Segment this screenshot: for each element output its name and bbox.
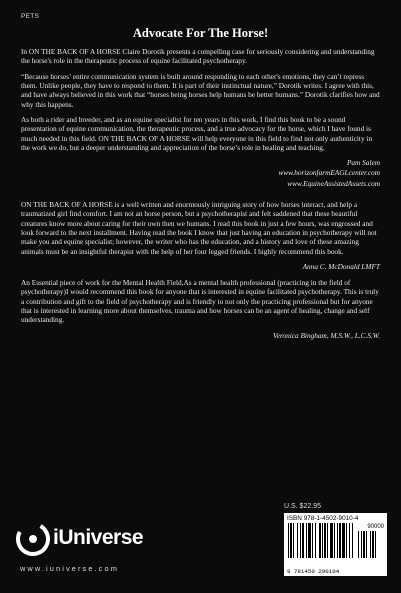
reviewer-name: Anna C. McDonald LMFT: [302, 261, 380, 271]
reviews-section: [21, 47, 380, 341]
price-label: U.S. $22.95: [284, 503, 321, 510]
reviewer-name: Pam Salem: [346, 158, 380, 168]
barcode-addon: 90000: [367, 524, 384, 530]
review-paragraph: ON THE BACK OF A HORSE is a well written and enormously intriguing story of how horses interact, and help a traumatized girl find comfort. I am not an horse person, but a psychotherapist and felt saddened that these beautiful creatures know more about caring for their own then we humans. I read this book in just a few hours, was engrossed and look forward to the next installment. Having read the book I know that just having an education in psychotherapy will not make you and equine specialist; however, the writer who has the education, and a history and love of these amazing animals must be an insightful therapist with the help of her four legged friends. I highly recommend this book.: [21, 199, 377, 256]
category-label: PETS: [21, 13, 40, 20]
headline: Advocate For The Horse!: [132, 26, 269, 40]
review-signature: [21, 262, 380, 272]
review-paragraph: “Because horses’ entire communication system is built around responding to each other's emotions, they can’t repress them. Unlike people, they have to respond to them. It is part of their instinctual nature,” Dorotik writes. I agree with this, and have always believed in this work that “horses being horses help humans be better humans.” Dorotik clarifies how and why this happens.: [21, 71, 380, 109]
iuniverse-swirl-icon: [16, 522, 50, 556]
barcode-bars: [286, 523, 385, 567]
review-paragraph: In ON THE BACK OF A HORSE Claire Dorotik presents a compelling case for seriously considering and understanding the horse's role in the therapeutic process of equine facilitated psychotherapy.: [21, 47, 375, 66]
reviewer-name: Veronica Bingham, M.S.W., L.C.S.W.: [272, 330, 380, 340]
review-signature: [21, 331, 380, 341]
barcode-digits: 9 781450 290104: [287, 568, 340, 575]
isbn-barcode: [284, 513, 387, 576]
publisher-name: iUniverse: [53, 526, 144, 549]
isbn-text: ISBN 978-1-4502-9010-4: [287, 515, 359, 522]
review-signature: [21, 158, 380, 189]
cover-footer: [0, 503, 401, 593]
publisher-url: www.iuniverse.com: [20, 564, 119, 573]
reviewer-website: www.EquineAssistedAssets.com: [287, 178, 380, 188]
reviewer-website: www.horizonfarmEAGLcenter.com: [278, 168, 380, 178]
review-paragraph: An Essential piece of work for the Mental Health Field,As a mental health professional (practicing in the field of psychotherapy)I would recommend this book for anyone that is interested in equine facilitated psychotherapy. This is truly a contribution and gift to the field of psychotherapy and is friendly to not only the practicing professional but for anyone that is interested in learning more about themselves, trauma and how horses can be an agent of healing, change and self understanding.: [21, 278, 379, 325]
review-paragraph: As both a rider and breeder, and as an equine specialist for ten years in this work, I find this book to be a sound presentation of equine communication, the therapeutic process, and a true advocacy for the horse, which I have found is much needed in this field. ON THE BACK OF A HORSE will help everyone in this field to find not only authenticity in the work we do, but a deeper understanding and appreciation of the horse’s role in healing and teaching.: [21, 114, 373, 152]
